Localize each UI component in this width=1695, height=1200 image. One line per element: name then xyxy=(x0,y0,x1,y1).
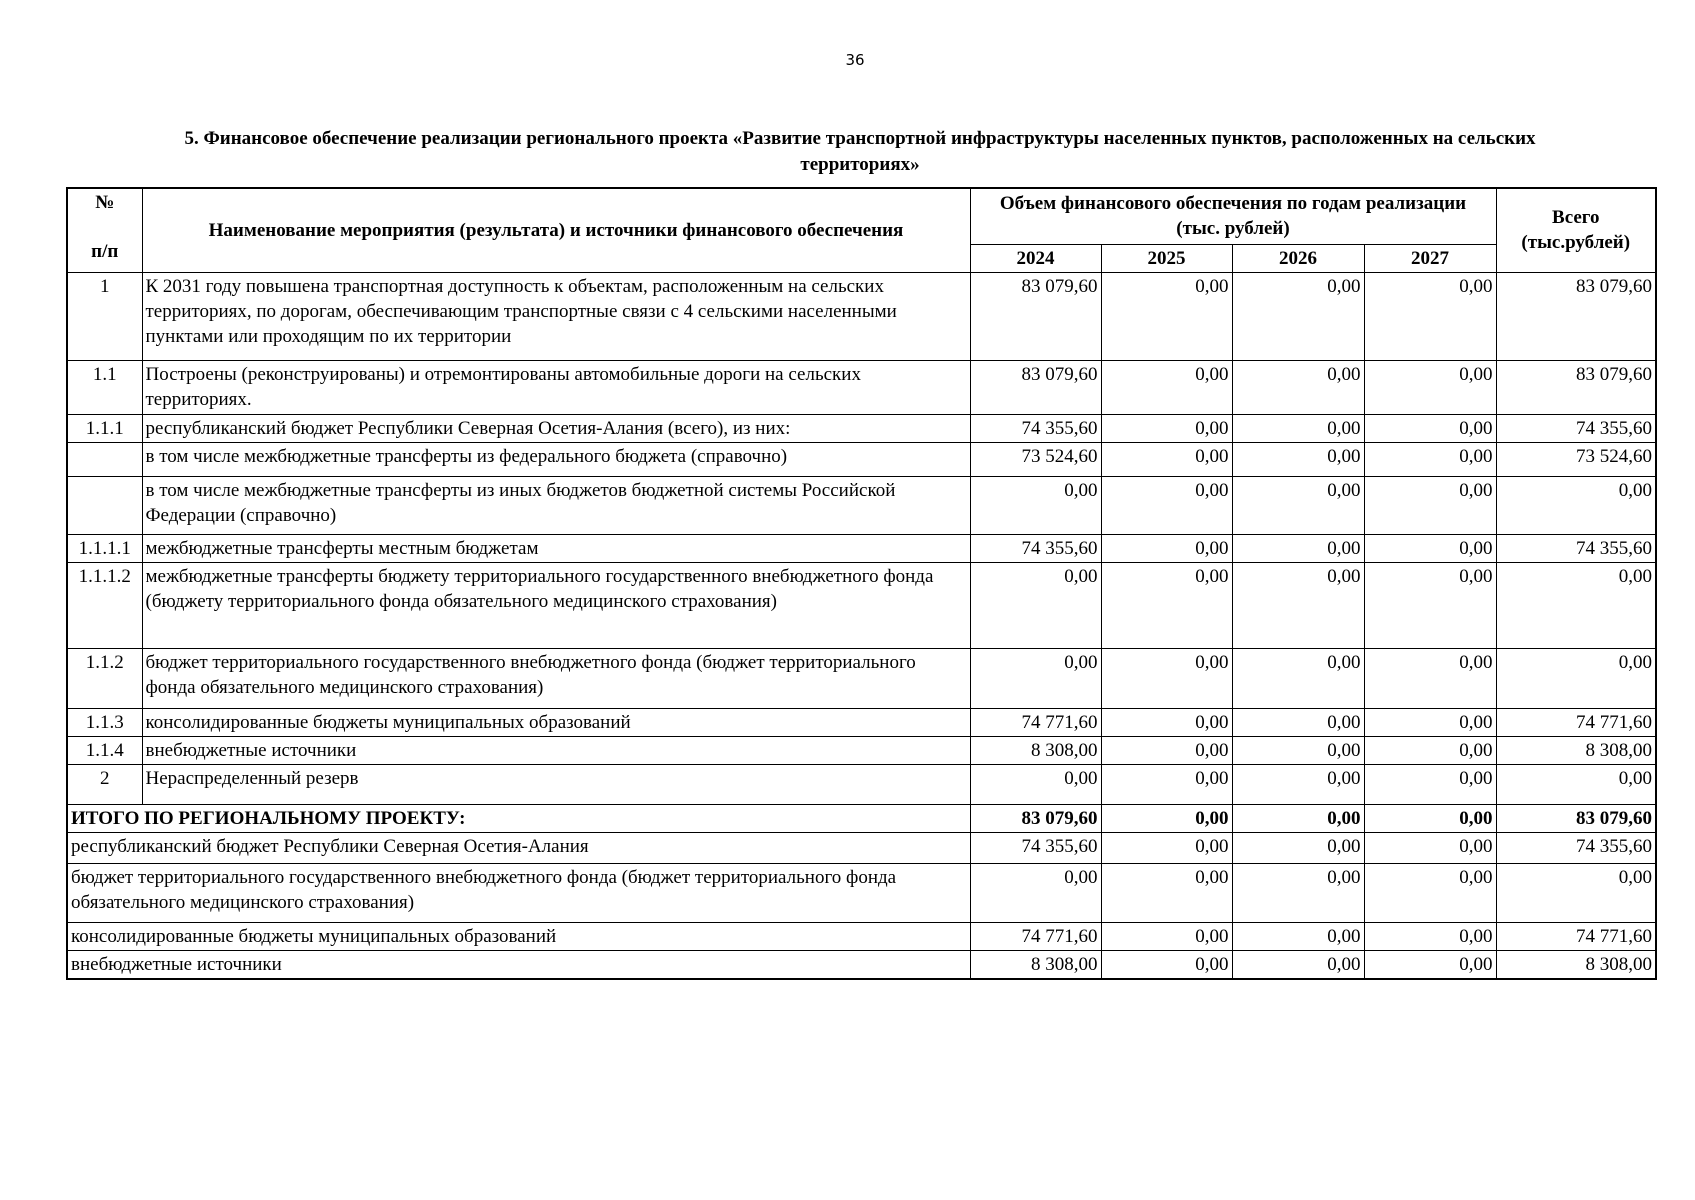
table-row xyxy=(67,360,1656,414)
header-total-line-2: (тыс.рублей) xyxy=(1521,232,1631,254)
row-value-2026: 0,00 xyxy=(1232,708,1364,736)
breakdown-value-2025: 0,00 xyxy=(1101,950,1232,979)
row-name: межбюджетные трансферты бюджету территориального государственного внебюджетного фонда (бюджету территориального фонда обязательного медицинского страхования) xyxy=(142,562,970,648)
row-number: 1 xyxy=(67,272,142,360)
row-name: республиканский бюджет Республики Северная Осетия-Алания (всего), из них: xyxy=(142,414,970,442)
row-number: 1.1.1.2 xyxy=(67,562,142,648)
row-value-2026: 0,00 xyxy=(1232,764,1364,804)
breakdown-value-2027: 0,00 xyxy=(1364,863,1496,922)
breakdown-value-2025: 0,00 xyxy=(1101,922,1232,950)
row-value-total: 0,00 xyxy=(1496,648,1656,708)
row-number xyxy=(67,442,142,476)
total-value-total: 83 079,60 xyxy=(1496,804,1656,832)
total-breakdown-row xyxy=(67,863,1656,922)
section-title xyxy=(70,126,1650,178)
breakdown-label: республиканский бюджет Республики Северная Осетия-Алания xyxy=(67,832,970,863)
row-number: 1.1.4 xyxy=(67,736,142,764)
header-volume-line-2: (тыс. рублей) xyxy=(1176,218,1290,240)
total-breakdown-row xyxy=(67,922,1656,950)
total-value-2025: 0,00 xyxy=(1101,804,1232,832)
row-value-2024: 74 771,60 xyxy=(970,708,1101,736)
table-body xyxy=(67,272,1656,979)
table-row xyxy=(67,534,1656,562)
header-volume xyxy=(970,188,1496,244)
header-total xyxy=(1496,188,1656,272)
row-value-2024: 74 355,60 xyxy=(970,534,1101,562)
row-name: в том числе межбюджетные трансферты из федерального бюджета (справочно) xyxy=(142,442,970,476)
row-number: 1.1 xyxy=(67,360,142,414)
row-value-2024: 0,00 xyxy=(970,764,1101,804)
row-value-2026: 0,00 xyxy=(1232,562,1364,648)
row-value-total: 0,00 xyxy=(1496,476,1656,534)
row-value-2025: 0,00 xyxy=(1101,272,1232,360)
total-breakdown-row xyxy=(67,950,1656,979)
breakdown-value-total: 8 308,00 xyxy=(1496,950,1656,979)
row-value-2024: 74 355,60 xyxy=(970,414,1101,442)
breakdown-value-2026: 0,00 xyxy=(1232,863,1364,922)
row-value-total: 74 355,60 xyxy=(1496,534,1656,562)
breakdown-value-total: 74 771,60 xyxy=(1496,922,1656,950)
row-value-2025: 0,00 xyxy=(1101,360,1232,414)
row-value-2025: 0,00 xyxy=(1101,414,1232,442)
section-title-line-2: территориях» xyxy=(800,154,920,175)
row-number: 1.1.1.1 xyxy=(67,534,142,562)
row-value-2025: 0,00 xyxy=(1101,442,1232,476)
header-number xyxy=(67,188,142,272)
table-row xyxy=(67,414,1656,442)
row-value-2024: 83 079,60 xyxy=(970,360,1101,414)
table-row xyxy=(67,764,1656,804)
financing-table xyxy=(66,187,1657,980)
breakdown-value-2025: 0,00 xyxy=(1101,863,1232,922)
total-value-2024: 83 079,60 xyxy=(970,804,1101,832)
row-value-2024: 0,00 xyxy=(970,562,1101,648)
row-value-total: 0,00 xyxy=(1496,764,1656,804)
row-name: межбюджетные трансферты местным бюджетам xyxy=(142,534,970,562)
row-name: внебюджетные источники xyxy=(142,736,970,764)
row-value-2027: 0,00 xyxy=(1364,360,1496,414)
row-value-2027: 0,00 xyxy=(1364,442,1496,476)
total-label: ИТОГО ПО РЕГИОНАЛЬНОМУ ПРОЕКТУ: xyxy=(67,804,970,832)
row-name: Построены (реконструированы) и отремонтированы автомобильные дороги на сельских территориях. xyxy=(142,360,970,414)
breakdown-value-2025: 0,00 xyxy=(1101,832,1232,863)
table-row xyxy=(67,442,1656,476)
row-number: 2 xyxy=(67,764,142,804)
header-total-line-1: Всего xyxy=(1552,207,1600,229)
breakdown-value-2026: 0,00 xyxy=(1232,922,1364,950)
row-value-2027: 0,00 xyxy=(1364,764,1496,804)
table-row xyxy=(67,736,1656,764)
row-value-2026: 0,00 xyxy=(1232,414,1364,442)
row-value-2026: 0,00 xyxy=(1232,476,1364,534)
header-year-2025: 2025 xyxy=(1101,244,1232,272)
row-value-total: 74 355,60 xyxy=(1496,414,1656,442)
row-value-total: 8 308,00 xyxy=(1496,736,1656,764)
total-breakdown-row xyxy=(67,832,1656,863)
table-row xyxy=(67,272,1656,360)
row-name: К 2031 году повышена транспортная доступность к объектам, расположенным на сельских территориях, по дорогам, обеспечивающим транспортные связи с 4 сельскими населенными пунктами или проходящим по их территории xyxy=(142,272,970,360)
table-row xyxy=(67,476,1656,534)
row-value-2025: 0,00 xyxy=(1101,476,1232,534)
total-value-2026: 0,00 xyxy=(1232,804,1364,832)
breakdown-value-2027: 0,00 xyxy=(1364,832,1496,863)
row-name: Нераспределенный резерв xyxy=(142,764,970,804)
table-row xyxy=(67,708,1656,736)
row-value-2027: 0,00 xyxy=(1364,736,1496,764)
breakdown-value-2024: 0,00 xyxy=(970,863,1101,922)
header-year-2026: 2026 xyxy=(1232,244,1364,272)
breakdown-value-2027: 0,00 xyxy=(1364,950,1496,979)
header-year-2024: 2024 xyxy=(970,244,1101,272)
row-value-2026: 0,00 xyxy=(1232,272,1364,360)
row-value-2024: 83 079,60 xyxy=(970,272,1101,360)
page-number: 36 xyxy=(845,51,865,69)
row-value-total: 83 079,60 xyxy=(1496,272,1656,360)
breakdown-label: консолидированные бюджеты муниципальных образований xyxy=(67,922,970,950)
row-value-2026: 0,00 xyxy=(1232,442,1364,476)
row-value-2027: 0,00 xyxy=(1364,272,1496,360)
row-value-2024: 8 308,00 xyxy=(970,736,1101,764)
header-name: Наименование мероприятия (результата) и источники финансового обеспечения xyxy=(142,188,970,272)
table-row xyxy=(67,562,1656,648)
row-value-2027: 0,00 xyxy=(1364,562,1496,648)
row-value-2027: 0,00 xyxy=(1364,648,1496,708)
row-value-2024: 0,00 xyxy=(970,476,1101,534)
row-value-2027: 0,00 xyxy=(1364,414,1496,442)
row-value-total: 83 079,60 xyxy=(1496,360,1656,414)
row-value-2025: 0,00 xyxy=(1101,736,1232,764)
header-year-2027: 2027 xyxy=(1364,244,1496,272)
row-value-total: 0,00 xyxy=(1496,562,1656,648)
total-value-2027: 0,00 xyxy=(1364,804,1496,832)
row-value-2026: 0,00 xyxy=(1232,360,1364,414)
row-value-2024: 0,00 xyxy=(970,648,1101,708)
row-number: 1.1.1 xyxy=(67,414,142,442)
header-volume-line-1: Объем финансового обеспечения по годам реализации xyxy=(999,193,1467,215)
row-value-2024: 73 524,60 xyxy=(970,442,1101,476)
breakdown-value-2026: 0,00 xyxy=(1232,832,1364,863)
row-value-2025: 0,00 xyxy=(1101,562,1232,648)
breakdown-value-2024: 8 308,00 xyxy=(970,950,1101,979)
breakdown-value-2024: 74 355,60 xyxy=(970,832,1101,863)
row-value-2027: 0,00 xyxy=(1364,708,1496,736)
row-name: в том числе межбюджетные трансферты из иных бюджетов бюджетной системы Российской Федерации (справочно) xyxy=(142,476,970,534)
row-value-total: 74 771,60 xyxy=(1496,708,1656,736)
row-value-2026: 0,00 xyxy=(1232,648,1364,708)
breakdown-value-2027: 0,00 xyxy=(1364,922,1496,950)
row-name: консолидированные бюджеты муниципальных образований xyxy=(142,708,970,736)
header-number-line-1: № xyxy=(95,192,115,213)
row-value-2027: 0,00 xyxy=(1364,476,1496,534)
row-value-2025: 0,00 xyxy=(1101,708,1232,736)
row-number: 1.1.2 xyxy=(67,648,142,708)
row-value-2027: 0,00 xyxy=(1364,534,1496,562)
row-value-2026: 0,00 xyxy=(1232,736,1364,764)
breakdown-label: внебюджетные источники xyxy=(67,950,970,979)
table-row xyxy=(67,648,1656,708)
row-value-2025: 0,00 xyxy=(1101,764,1232,804)
section-title-line-1: 5. Финансовое обеспечение реализации регионального проекта «Развитие транспортной инфраструктуры населенных пунктов, расположенных на сельских xyxy=(184,128,1536,149)
row-value-total: 73 524,60 xyxy=(1496,442,1656,476)
total-row xyxy=(67,804,1656,832)
row-value-2026: 0,00 xyxy=(1232,534,1364,562)
row-number xyxy=(67,476,142,534)
row-value-2025: 0,00 xyxy=(1101,534,1232,562)
header-number-line-2: п/п xyxy=(91,241,119,262)
row-value-2025: 0,00 xyxy=(1101,648,1232,708)
breakdown-value-total: 0,00 xyxy=(1496,863,1656,922)
breakdown-value-2026: 0,00 xyxy=(1232,950,1364,979)
breakdown-value-total: 74 355,60 xyxy=(1496,832,1656,863)
row-number: 1.1.3 xyxy=(67,708,142,736)
breakdown-value-2024: 74 771,60 xyxy=(970,922,1101,950)
row-name: бюджет территориального государственного внебюджетного фонда (бюджет территориального фонда обязательного медицинского страхования) xyxy=(142,648,970,708)
table-header xyxy=(67,188,1656,272)
breakdown-label: бюджет территориального государственного внебюджетного фонда (бюджет территориального фонда обязательного медицинского страхования) xyxy=(67,863,970,922)
